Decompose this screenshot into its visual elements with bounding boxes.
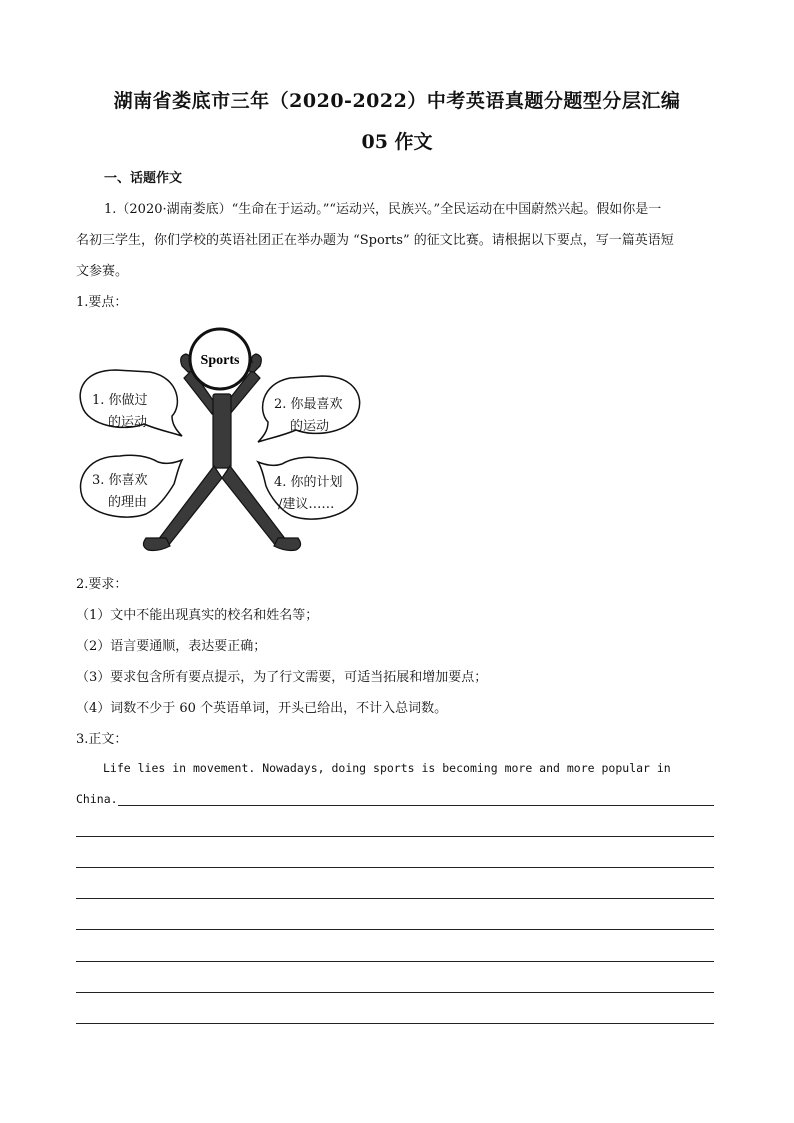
document-title: 湖南省娄底市三年（2020-2022）中考英语真题分题型分层汇编 [113,90,681,112]
opening-sentence-line-1: Life lies in movement. Nowadays, doing sports is becoming more and more popular in [103,761,671,775]
sports-stick-figure-diagram [74,318,366,562]
question-text-line-3: 文参赛。 [76,264,129,279]
writing-line[interactable] [76,836,714,837]
requirement-item-3: （3）要求包含所有要点提示，为了行文需要，可适当拓展和增加要点； [76,670,488,685]
requirement-item-2: （2）语言要通顺，表达要正确； [76,639,267,654]
points-label: 1.要点： [76,295,128,310]
writing-line[interactable] [76,992,714,993]
bubble-2-line-1: 2. 你最喜欢 [274,397,343,412]
bubble-4 [258,457,357,519]
document-subtitle: 05 作文 [361,131,433,153]
bubble-4-line-2: /建议…… [278,497,335,512]
head-label: Sports [200,353,240,368]
section-heading: 一、话题作文 [104,171,183,186]
requirements-label: 2.要求： [76,577,128,592]
bubble-1-line-1: 1. 你做过 [92,393,148,408]
bubble-4-line-1: 4. 你的计划 [274,475,343,490]
bubble-1-line-2: 的运动 [108,415,148,430]
bubble-3 [81,455,182,517]
body-label: 3.正文： [76,732,128,747]
question-text-line-2: 名初三学生，你们学校的英语社团正在举办题为 “Sports” 的征文比赛。请根据以下要点，写一篇英语短 [76,233,674,248]
writing-line[interactable] [76,961,714,962]
writing-line[interactable] [76,898,714,899]
requirement-item-1: （1）文中不能出现真实的校名和姓名等； [76,608,319,623]
question-text-line-1: 1.（2020·湖南娄底）“生命在于运动。”“运动兴，民族兴。”全民运动在中国蔚然兴起。假如你是一 [104,202,662,217]
writing-line[interactable] [118,805,714,806]
opening-sentence-line-2: China. [76,792,118,806]
bubble-3-line-1: 3. 你喜欢 [92,473,148,488]
requirement-item-4: （4）词数不少于 60 个英语单词，开头已给出，不计入总词数。 [76,701,448,716]
bubble-3-line-2: 的理由 [108,495,148,510]
writing-line[interactable] [76,1023,714,1024]
head-circle [190,329,250,389]
bubble-2-line-2: 的运动 [290,419,330,434]
bubble-1 [80,370,182,436]
writing-line[interactable] [76,867,714,868]
writing-line[interactable] [76,929,714,930]
bubble-2 [258,376,360,442]
